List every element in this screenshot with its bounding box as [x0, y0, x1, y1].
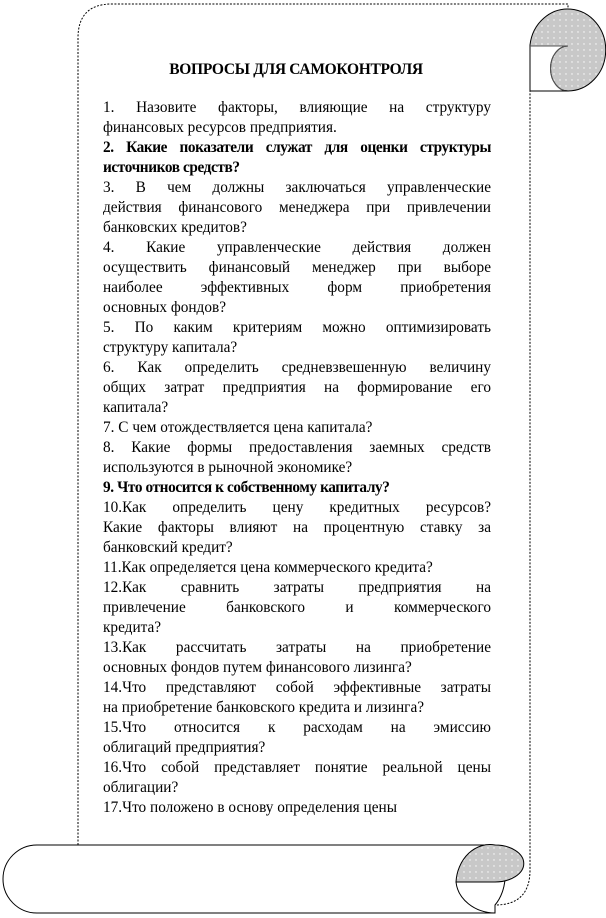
question-line: основных фондов путем финансового лизинга?	[103, 659, 412, 676]
question-item	[103, 238, 491, 318]
question-line: банковский кредит?	[103, 539, 233, 556]
question-item	[103, 558, 491, 578]
question-item	[103, 358, 491, 418]
question-item	[103, 678, 491, 718]
question-line: общих затрат предприятия на формирование его	[103, 379, 491, 396]
question-line: банковских кредитов?	[103, 219, 247, 236]
bottom-roll	[3, 845, 505, 913]
question-line: структуру капитала?	[103, 339, 238, 356]
question-line: облигации?	[103, 779, 179, 796]
question-line: привлечение банковского и коммерческого	[103, 599, 491, 616]
question-line: кредита?	[103, 619, 162, 636]
page-title: ВОПРОСЫ ДЛЯ САМОКОНТРОЛЯ	[169, 61, 423, 78]
question-line: 12.Как сравнить затраты предприятия на	[103, 579, 491, 596]
question-list	[103, 98, 491, 818]
question-line: источников средств?	[103, 159, 240, 176]
question-line: наиболее эффективных форм приобретения	[103, 279, 491, 296]
question-line: 2. Какие показатели служат для оценки структуры	[103, 139, 491, 156]
question-line: на приобретение банковского кредита и лизинга?	[103, 699, 425, 716]
question-line: 16.Что собой представляет понятие реальной цены	[103, 759, 491, 776]
question-line: основных фондов?	[103, 299, 227, 316]
question-item	[103, 138, 491, 178]
question-line: 9. Что относится к собственному капиталу?	[103, 479, 390, 496]
question-line: облигаций предприятия?	[103, 739, 266, 756]
question-line: 4. Какие управленческие действия должен	[103, 239, 491, 256]
question-item	[103, 718, 491, 758]
question-line: действия финансового менеджера при привлечении	[103, 199, 491, 216]
question-item	[103, 318, 491, 358]
question-line: капитала?	[103, 399, 169, 416]
question-item	[103, 638, 491, 678]
question-line: 13.Как рассчитать затраты на приобретение	[103, 639, 491, 656]
question-line: финансовых ресурсов предприятия.	[103, 119, 337, 136]
question-line: 3. В чем должны заключаться управленческие	[103, 179, 491, 196]
question-item	[103, 418, 491, 438]
question-item	[103, 478, 491, 498]
question-line: 1. Назовите факторы, влияющие на структуру	[103, 99, 491, 116]
question-line: 7. С чем отождествляется цена капитала?	[103, 419, 373, 436]
question-line: 15.Что относится к расходам на эмиссию	[103, 719, 491, 736]
question-line: 8. Какие формы предоставления заемных средств	[103, 439, 491, 456]
question-line: 5. По каким критериям можно оптимизировать	[103, 319, 491, 336]
document-content	[103, 58, 491, 838]
question-item	[103, 498, 491, 558]
question-line: Какие факторы влияют на процентную ставку за	[103, 519, 491, 536]
question-line: 10.Как определить цену кредитных ресурсов?	[103, 499, 491, 516]
question-line: 17.Что положено в основу определения цены	[103, 799, 397, 816]
question-item	[103, 438, 491, 478]
question-line: 6. Как определить средневзвешенную величину	[103, 359, 491, 376]
question-line: используются в рыночной экономике?	[103, 459, 353, 476]
question-item	[103, 98, 491, 138]
question-line: 11.Как определяется цена коммерческого кредита?	[103, 559, 433, 576]
question-item	[103, 578, 491, 638]
question-item	[103, 758, 491, 798]
question-item	[103, 798, 491, 818]
question-line: 14.Что представляют собой эффективные затраты	[103, 679, 491, 696]
question-line: осуществить финансовый менеджер при выборе	[103, 259, 491, 276]
question-item	[103, 178, 491, 238]
